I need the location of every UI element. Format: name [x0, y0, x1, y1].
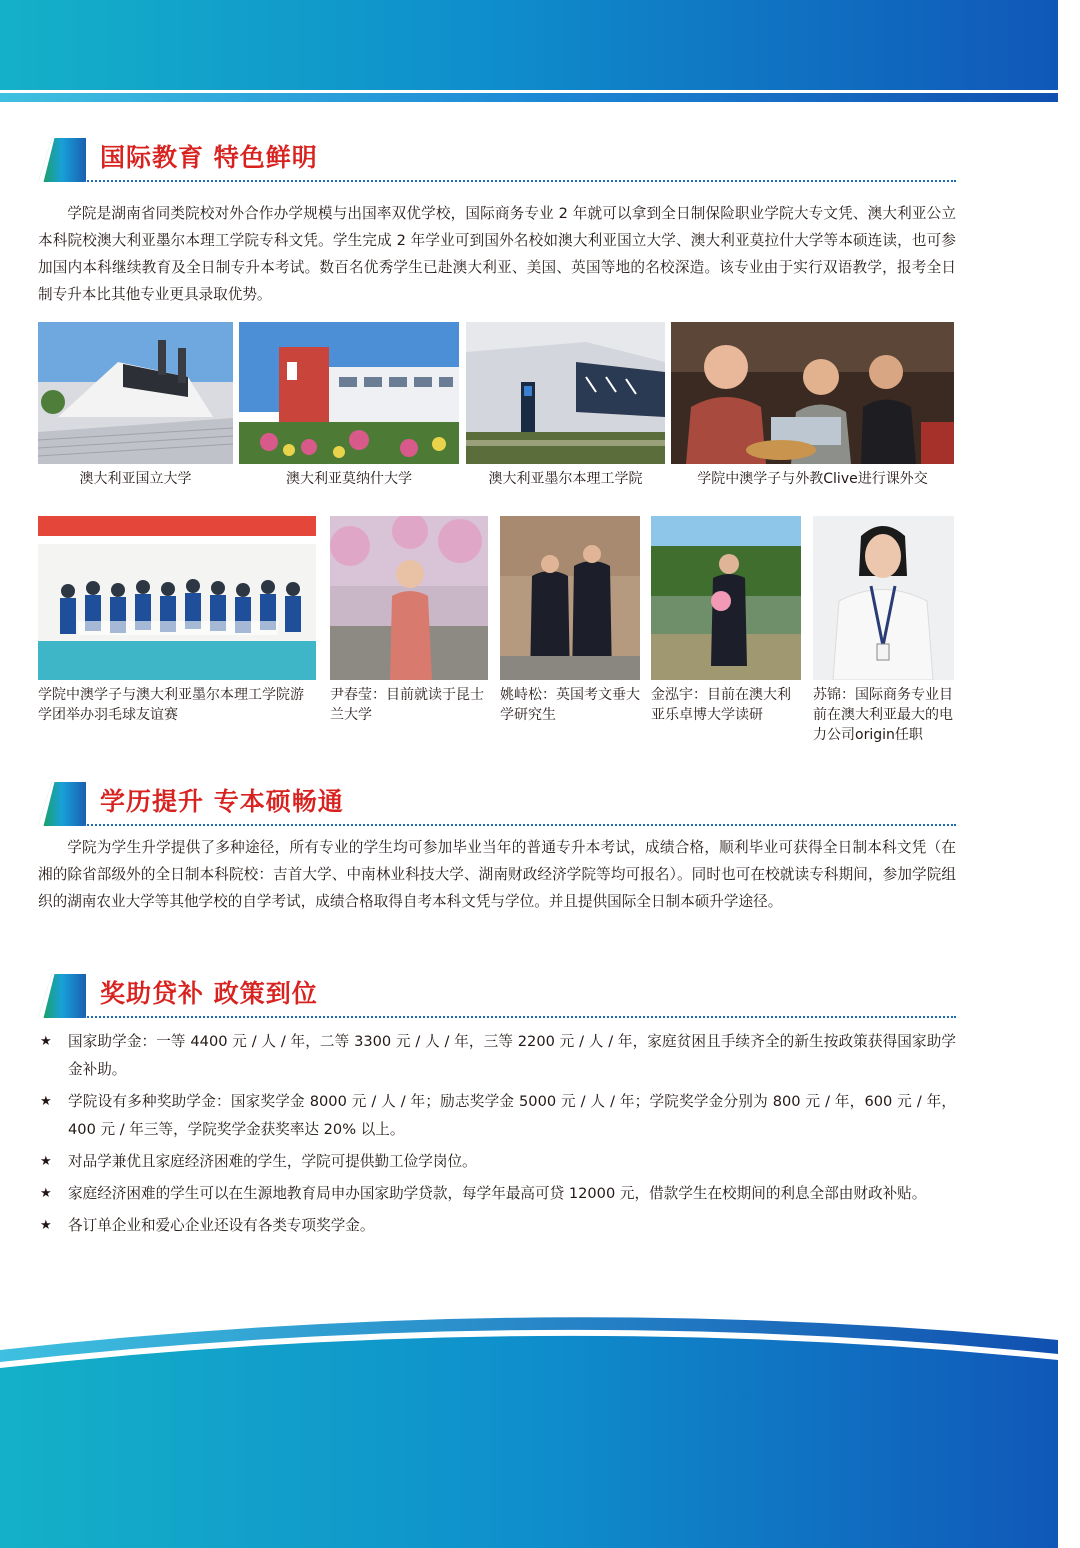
photo-monash-building: [239, 322, 459, 464]
caption-rmit: 澳大利亚墨尔本理工学院: [488, 471, 643, 487]
list-item: ★ 各订单企业和爱心企业还设有各类专项奖学金。: [38, 1212, 956, 1240]
caption-su: 苏锦：国际商务专业目前在澳大利亚最大的电力公司origin任职: [813, 687, 953, 743]
list-item: ★ 学院设有多种奖助学金：国家奖学金 8000 元 / 人 / 年；励志奖学金 5000 元 / 人 / 年；学院奖学金分别为 800 元 / 年，600 元 / 年，400 元 / 年三等，学院奖学金获奖率达 20% 以上。: [38, 1088, 956, 1144]
caption-yao: 姚峙松：英国考文垂大学研究生: [500, 687, 640, 723]
list-item: ★ 国家助学金：一等 4400 元 / 人 / 年，二等 3300 元 / 人 / 年，三等 2200 元 / 人 / 年，家庭贫困且手续齐全的新生按政策获得国家助学金补助。: [38, 1028, 956, 1084]
list-item: ★ 家庭经济困难的学生可以在生源地教育局申办国家助学贷款，每学年最高可贷 12000 元，借款学生在校期间的利息全部由财政补贴。: [38, 1180, 956, 1208]
section-badge-icon: [38, 782, 86, 826]
photo-students-with-teacher: [671, 322, 954, 464]
section-divider: [84, 1016, 956, 1018]
caption-jin: 金泓宇：目前在澳大利亚乐卓博大学读研: [651, 687, 791, 723]
section-divider: [84, 180, 956, 182]
photo-badminton-group: [38, 516, 316, 680]
star-icon: ★: [40, 1154, 52, 1169]
section-divider: [84, 824, 956, 826]
photo-anu-building: [38, 322, 233, 464]
section-header-financial-aid: [38, 970, 956, 1018]
financial-aid-list: [38, 1028, 956, 1244]
photo-student-jin: [651, 516, 801, 680]
caption-monash: 澳大利亚莫纳什大学: [286, 471, 412, 487]
caption-yin: 尹春莹：目前就读于昆士兰大学: [330, 687, 484, 723]
section-title: 奖助贷补 政策到位: [100, 979, 318, 1008]
top-stripe: [0, 93, 1058, 102]
caption-badminton: 学院中澳学子与澳大利亚墨尔本理工学院游学团举办羽毛球友谊赛: [38, 687, 304, 723]
photo-rmit-building: [466, 322, 665, 464]
list-item: ★ 对品学兼优且家庭经济困难的学生，学院可提供勤工俭学岗位。: [38, 1148, 956, 1176]
top-banner: [0, 0, 1058, 90]
section-header-education: [38, 778, 956, 826]
section-paragraph-education: 学院为学生升学提供了多种途径，所有专业的学生均可参加毕业当年的普通专升本考试，成绩合格，顺利毕业可获得全日制本科文凭（在湘的除省部级外的全日制本科院校：吉首大学、中南林业科技大学、湖南财政经济学院等均可报名）。同时也可在校就读专科期间，参加学院组织的湖南农业大学等其他学校的自学考试，成绩合格取得自考本科文凭与学位。并且提供国际全日制本硕升学途径。: [38, 839, 956, 910]
star-icon: ★: [40, 1034, 52, 1049]
photo-student-yao: [500, 516, 640, 680]
section-paragraph-international: 学院是湖南省同类院校对外合作办学规模与出国率双优学校，国际商务专业 2 年就可以拿到全日制保险职业学院大专文凭、澳大利亚公立本科院校澳大利亚墨尔本理工学院专科文凭。学生完成 2 年学业可到国外名校如澳大利亚国立大学、澳大利亚莫拉什大学等本硕连读，也可参加国内本科继续教育及全日制专升本考试。数百名优秀学生已赴澳大利亚、美国、英国等地的名校深造。该专业由于实行双语教学，报考全日制专升本比其他专业更具录取优势。: [38, 205, 956, 303]
section-badge-icon: [38, 138, 86, 182]
section-title: 学历提升 专本硕畅通: [100, 787, 344, 816]
section-title: 国际教育 特色鲜明: [100, 143, 318, 172]
star-icon: ★: [40, 1218, 52, 1233]
photo-student-su: [813, 516, 954, 680]
bottom-wave-banner: [0, 1300, 1080, 1548]
star-icon: ★: [40, 1186, 52, 1201]
caption-anu: 澳大利亚国立大学: [79, 471, 192, 487]
caption-students-teacher: 学院中澳学子与外教Clive进行课外交: [697, 471, 928, 487]
photo-student-yin: [330, 516, 488, 680]
star-icon: ★: [40, 1094, 52, 1109]
section-badge-icon: [38, 974, 86, 1018]
section-header-international: [38, 134, 956, 182]
